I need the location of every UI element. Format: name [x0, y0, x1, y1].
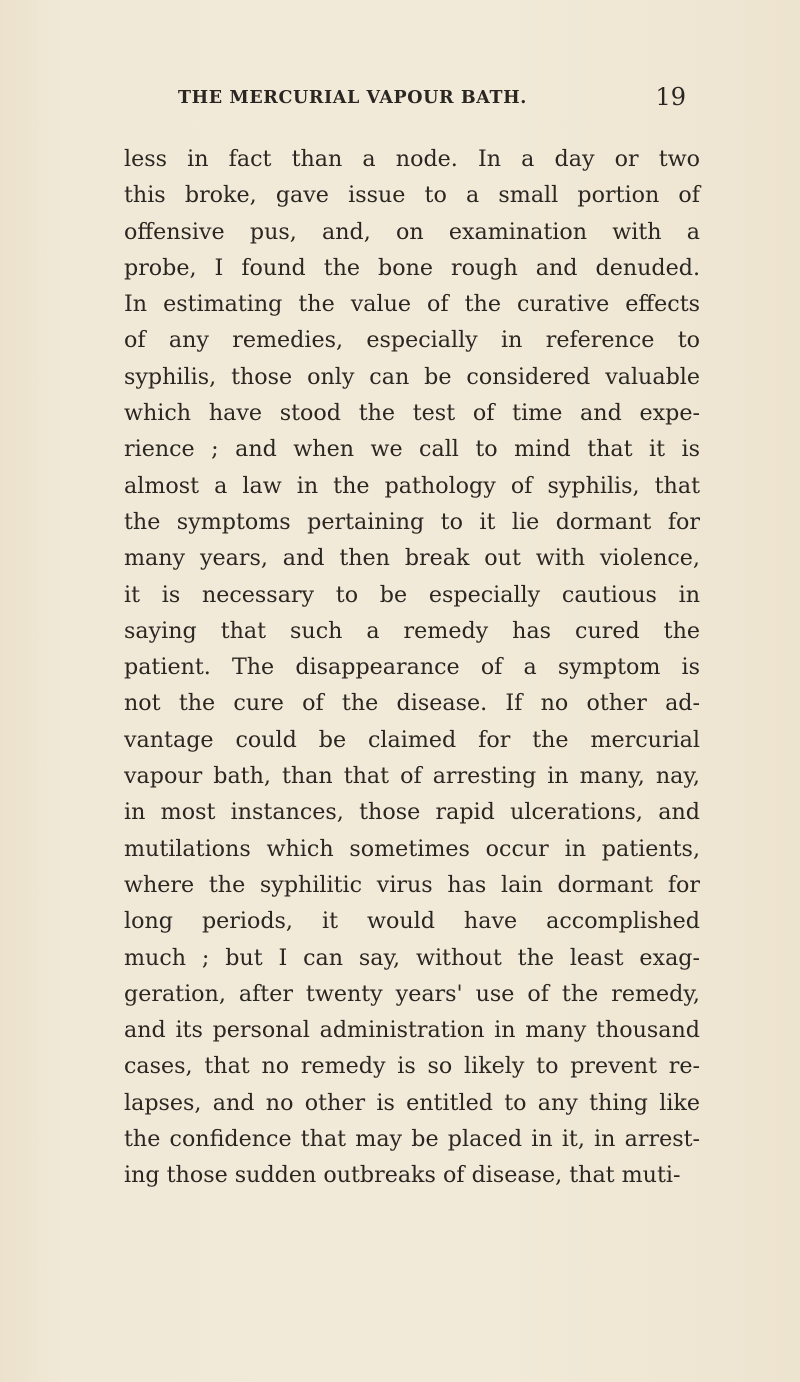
text-line: rience ; and when we call to mind that it is: [124, 436, 700, 463]
text-line: the symptoms pertaining to it lie dormant for: [124, 508, 700, 535]
text-line: much ; but I can say, without the least exag-: [124, 944, 700, 971]
text-line: mutilations which sometimes occur in patients,: [124, 835, 700, 862]
text-line: it is necessary to be especially cautious in: [124, 581, 700, 608]
text-line: saying that such a remedy has cured the: [124, 617, 700, 644]
text-line: patient. The disappearance of a symptom is: [124, 654, 700, 681]
text-line: cases, that no remedy is so likely to prevent re-: [124, 1053, 700, 1080]
text-line: this broke, gave issue to a small portion of: [124, 182, 700, 209]
text-line: syphilis, those only can be considered valuable: [124, 363, 700, 390]
text-line: offensive pus, and, on examination with a: [124, 218, 700, 245]
text-line: which have stood the test of time and expe-: [124, 400, 700, 427]
text-line: ing those sudden outbreaks of disease, that muti-: [124, 1162, 681, 1189]
text-line: not the cure of the disease. If no other ad-: [124, 690, 700, 717]
text-line: where the syphilitic virus has lain dormant for: [124, 871, 700, 898]
page-number: 19: [655, 83, 686, 111]
text-line: many years, and then break out with violence,: [124, 545, 700, 572]
body-text: [124, 141, 700, 1194]
text-line: long periods, it would have accomplished: [124, 908, 700, 935]
text-line: almost a law in the pathology of syphilis, that: [124, 472, 700, 499]
text-line: geration, after twenty years' use of the remedy,: [124, 980, 700, 1007]
text-line: and its personal administration in many thousand: [124, 1017, 700, 1044]
page-header: [120, 83, 686, 116]
running-head: THE MERCURIAL VAPOUR BATH.: [178, 88, 527, 108]
text-line: less in fact than a node. In a day or two: [124, 146, 700, 172]
text-line: vapour bath, than that of arresting in many, nay,: [124, 763, 700, 790]
text-line: the confidence that may be placed in it, in arrest-: [124, 1126, 700, 1153]
text-line: lapses, and no other is entitled to any thing like: [124, 1089, 700, 1116]
text-line: of any remedies, especially in reference to: [124, 327, 700, 354]
text-line: In estimating the value of the curative effects: [124, 291, 700, 318]
text-line: probe, I found the bone rough and denuded.: [124, 254, 700, 281]
text-line: in most instances, those rapid ulcerations, and: [124, 799, 700, 826]
text-line: vantage could be claimed for the mercurial: [124, 726, 700, 753]
